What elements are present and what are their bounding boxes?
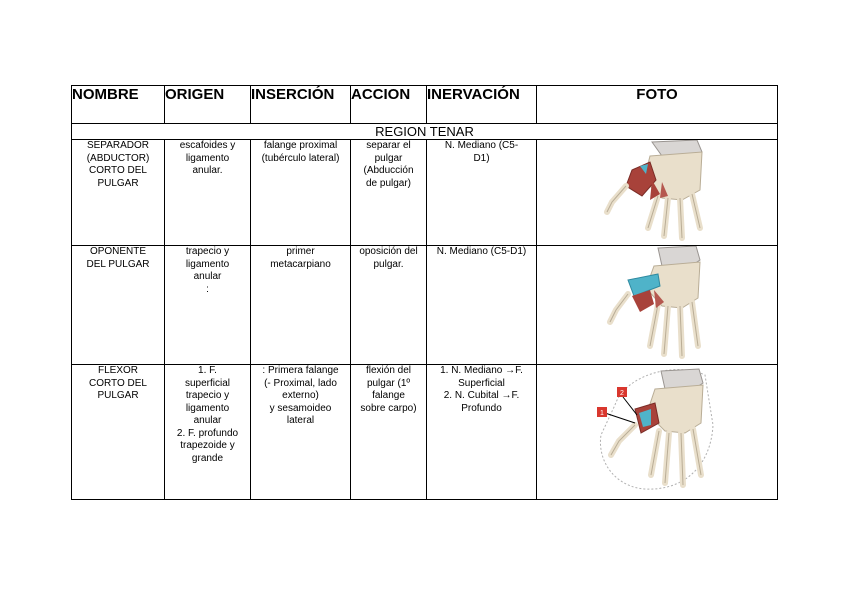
line: flexión del bbox=[365, 365, 412, 376]
line: 1. F. bbox=[198, 365, 217, 376]
line: pulgar bbox=[374, 152, 403, 164]
cell-origen bbox=[165, 140, 251, 246]
line: (Abducción bbox=[363, 165, 414, 176]
line: (ABDUCTOR) bbox=[86, 152, 150, 164]
cell-insercion bbox=[251, 365, 351, 500]
line: anular. bbox=[192, 165, 223, 176]
line: 1. N. Mediano →F. bbox=[440, 365, 523, 376]
line: anular bbox=[193, 271, 222, 282]
line: escafoides y bbox=[179, 140, 236, 151]
line: Profundo bbox=[461, 402, 502, 414]
cell-nombre bbox=[72, 246, 165, 365]
line: lateral bbox=[286, 415, 315, 426]
line: OPONENTE bbox=[89, 246, 147, 257]
marker-2-label: 2 bbox=[620, 390, 624, 397]
line: grande bbox=[191, 452, 224, 464]
line: : Primera falange bbox=[262, 365, 339, 376]
header-accion: ACCION bbox=[351, 86, 427, 124]
header-foto: FOTO bbox=[537, 86, 778, 124]
line: oposición del bbox=[359, 246, 418, 257]
table-row bbox=[72, 140, 778, 246]
line: ligamento bbox=[185, 402, 230, 414]
line: metacarpiano bbox=[270, 258, 331, 270]
line: anular bbox=[193, 415, 222, 426]
line: 2. F. profundo bbox=[176, 427, 239, 439]
line: N. Mediano (C5- bbox=[444, 140, 519, 151]
section-row bbox=[72, 124, 778, 140]
line: (- Proximal, lado bbox=[264, 377, 337, 389]
line: falange proximal bbox=[263, 140, 338, 151]
muscle-table bbox=[71, 85, 778, 500]
line: : bbox=[206, 283, 209, 295]
line: CORTO DEL bbox=[89, 165, 147, 176]
hand-anatomy-abductor-icon bbox=[602, 140, 712, 245]
cell-foto bbox=[537, 365, 778, 500]
line: PULGAR bbox=[97, 177, 139, 189]
header-nombre: NOMBRE bbox=[72, 86, 165, 124]
table-row bbox=[72, 365, 778, 500]
hand-anatomy-opponens-icon bbox=[602, 246, 712, 360]
line: D1) bbox=[473, 152, 490, 164]
line: ligamento bbox=[185, 152, 230, 164]
line: (tubérculo lateral) bbox=[261, 152, 340, 164]
line: ligamento bbox=[185, 258, 230, 270]
cell-inervacion bbox=[427, 246, 537, 365]
line: sobre carpo) bbox=[360, 402, 417, 414]
line: trapecio y bbox=[185, 390, 230, 401]
line: PULGAR bbox=[97, 390, 139, 401]
line: pulgar (1º bbox=[366, 377, 411, 389]
line: superficial bbox=[184, 377, 231, 389]
header-row bbox=[72, 86, 778, 124]
cell-inervacion bbox=[427, 140, 537, 246]
cell-nombre bbox=[72, 140, 165, 246]
line: pulgar. bbox=[373, 258, 404, 270]
line: N. Mediano (C5-D1) bbox=[436, 246, 527, 257]
line: 2. N. Cubital →F. bbox=[443, 390, 520, 401]
cell-insercion bbox=[251, 246, 351, 365]
cell-insercion bbox=[251, 140, 351, 246]
line: y sesamoideo bbox=[269, 402, 332, 414]
line: externo) bbox=[282, 390, 319, 401]
line: primer bbox=[286, 246, 315, 257]
line: Superficial bbox=[458, 377, 505, 389]
line: falange bbox=[372, 390, 405, 401]
cell-inervacion bbox=[427, 365, 537, 500]
line: trapezoide y bbox=[180, 440, 235, 451]
hand-anatomy-flexor-icon bbox=[595, 365, 719, 493]
cell-accion bbox=[351, 140, 427, 246]
line: DEL PULGAR bbox=[86, 258, 150, 270]
section-title: REGION TENAR bbox=[72, 124, 778, 140]
cell-foto bbox=[537, 246, 778, 365]
line: CORTO DEL bbox=[89, 377, 147, 389]
line: FLEXOR bbox=[97, 365, 138, 376]
marker-1-label: 1 bbox=[600, 410, 604, 417]
cell-accion bbox=[351, 246, 427, 365]
cell-origen bbox=[165, 365, 251, 500]
header-origen: ORIGEN bbox=[165, 86, 251, 124]
line: trapecio y bbox=[185, 246, 230, 257]
cell-foto bbox=[537, 140, 778, 246]
line: de pulgar) bbox=[365, 177, 412, 189]
header-inervacion: INERVACIÓN bbox=[427, 86, 537, 124]
cell-accion bbox=[351, 365, 427, 500]
line: SEPARADOR bbox=[86, 140, 150, 151]
cell-nombre bbox=[72, 365, 165, 500]
header-insercion: INSERCIÓN bbox=[251, 86, 351, 124]
line: separar el bbox=[366, 140, 411, 151]
table-row bbox=[72, 246, 778, 365]
cell-origen bbox=[165, 246, 251, 365]
